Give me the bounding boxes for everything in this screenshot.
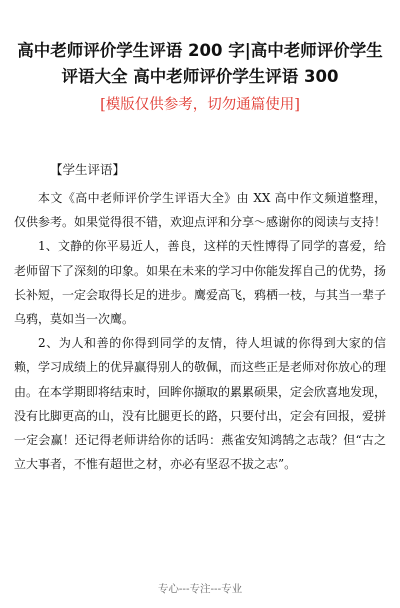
- intro-paragraph: 本文《高中老师评价学生评语大全》由 XX 高中作文频道整理，仅供参考。如果觉得很不错，欢迎点评和分享～感谢你的阅读与支持！: [14, 191, 387, 230]
- section-heading: 【学生评语】: [50, 162, 126, 177]
- page-footer: 专心---专注---专业: [157, 583, 243, 595]
- template-notice: [模版仅供参考，切勿通篇使用]: [100, 97, 300, 113]
- document-body: [14, 186, 386, 476]
- document-title: 高中老师评价学生评语 200 字|高中老师评价学生评语大全 高中老师评价学生评语 300: [17, 41, 383, 86]
- comment-paragraph-2: 2、为人和善的你得到同学的友情，待人坦诚的你得到大家的信赖，学习成绩上的优异赢得别人的敬佩，而这些正是老师对你放心的理由。在本学期即将结束时，回眸你撷取的累累硕果，定会欣喜地发现，没有比脚更高的山，没有比腿更长的路，只要付出，定会有回报，爱拼一定会赢！还记得老师讲给你的话吗：燕雀安知鸿鹄之志哉？但“古之立大事者，不惟有超世之材，亦必有坚忍不拔之志”。: [14, 336, 387, 472]
- comment-paragraph-1: 1、文静的你平易近人，善良，这样的天性博得了同学的喜爱，给老师留下了深刻的印象。如果在未来的学习中你能发挥自己的优势，扬长补短，一定会取得长足的进步。鹰爱高飞，鸦栖一枝，与其当一辈子乌鸦，莫如当一次鹰。: [14, 239, 387, 327]
